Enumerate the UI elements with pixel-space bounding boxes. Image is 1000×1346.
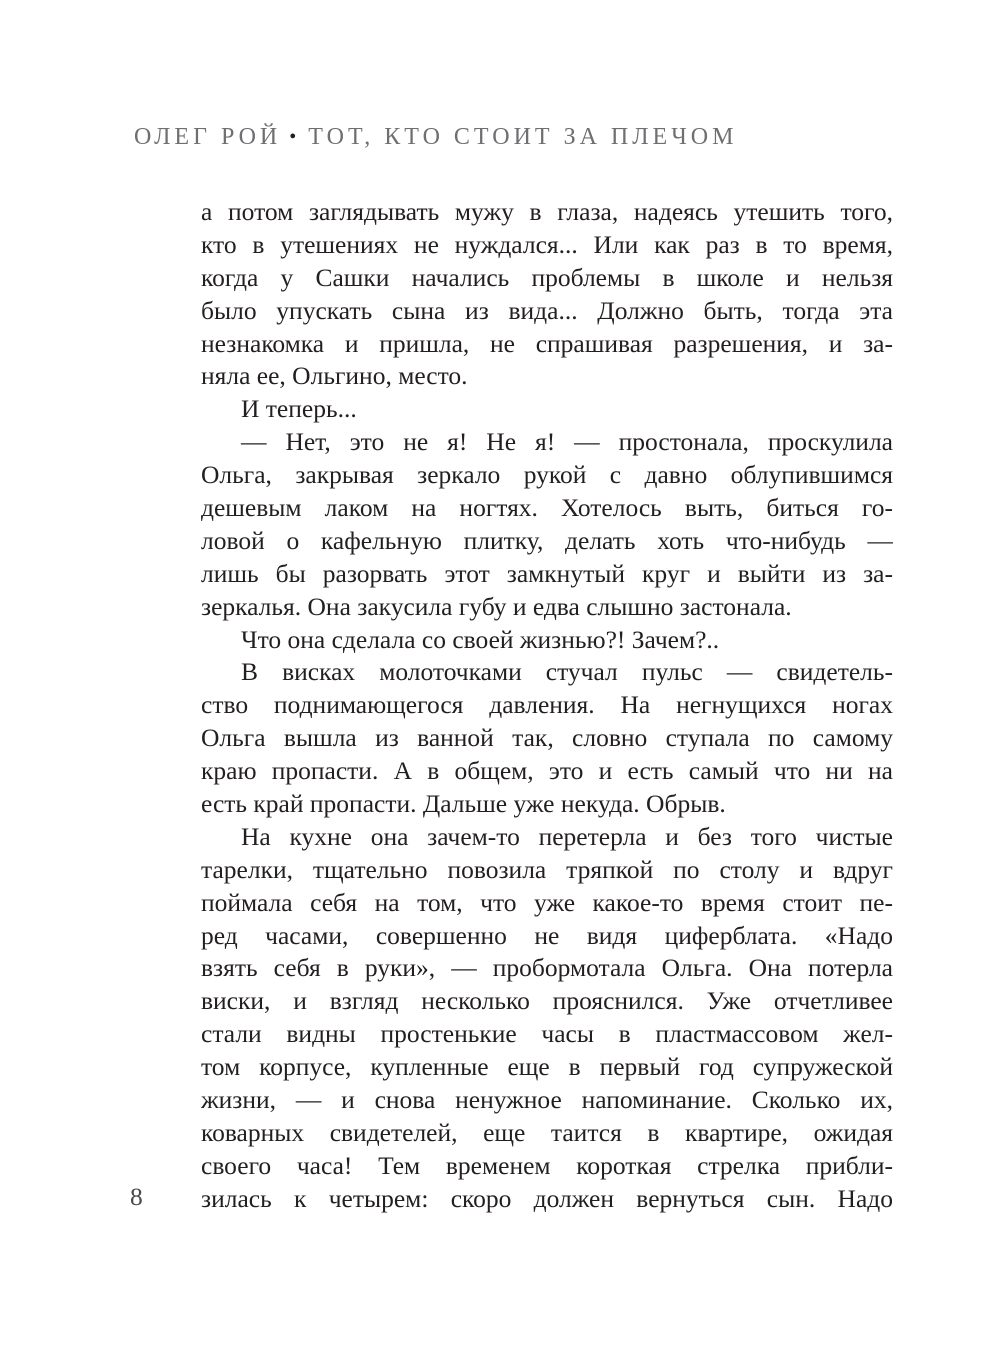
text-line: дешевым лаком на ногтях. Хотелось выть, биться го- [201, 493, 893, 523]
text-line: — Нет, это не я! Не я! — простонала, проскулила [241, 427, 893, 457]
text-line: том корпусе, купленные еще в первый год супружеской [201, 1052, 893, 1082]
header-author: ОЛЕГ РОЙ [134, 124, 282, 150]
text-line: когда у Сашки начались проблемы в школе и нельзя [201, 262, 893, 292]
text-line: взять себя в руки», — пробормотала Ольга. Она потерла [201, 953, 893, 983]
text-line: коварных свидетелей, еще таится в квартире, ожидая [201, 1117, 893, 1147]
text-line: зеркалья. Она закусила губу и едва слышно застонала. [201, 591, 792, 621]
text-line: лишь бы разорвать этот замкнутый круг и выйти из за- [201, 558, 893, 588]
text-line: кто в утешениях не нуждался... Или как раз в то время, [201, 229, 893, 259]
text-line: поймала себя на том, что уже какое-то время стоит пе- [201, 887, 893, 917]
text-line: ред часами, совершенно не видя циферблата. «Надо [201, 920, 893, 950]
header-book-title: ТОТ, КТО СТОИТ ЗА ПЛЕЧОМ [308, 124, 738, 150]
text-line: зилась к четырем: скоро должен вернуться сын. Надо [201, 1183, 893, 1213]
text-line: стали видны простенькие часы в пластмассовом жел- [201, 1019, 893, 1049]
text-line: краю пропасти. А в общем, это и есть самый что ни на [201, 756, 893, 786]
text-line: а потом заглядывать мужу в глаза, надеясь утешить того, [201, 197, 893, 226]
text-line: ловой о кафельную плитку, делать хоть что-нибудь — [201, 525, 893, 555]
text-line: Ольга, закрывая зеркало рукой с давно облупившимся [201, 460, 893, 490]
header-bullet-icon: • [289, 126, 297, 148]
text-line: Ольга вышла из ванной так, словно ступала по самому [201, 723, 893, 753]
text-line: И теперь... [241, 394, 357, 424]
text-line: есть край пропасти. Дальше уже некуда. Обрыв. [201, 789, 726, 819]
text-line: ство поднимающегося давления. На негнущихся ногах [201, 690, 893, 720]
text-line: На кухне она зачем-то перетерла и без того чистые [241, 821, 893, 851]
text-line: незнакомка и пришла, не спрашивая разрешения, и за- [201, 328, 893, 358]
text-line: виски, и взгляд несколько прояснился. Уже отчетливее [201, 986, 893, 1016]
text-line: тарелки, тщательно повозила тряпкой по столу и вдруг [201, 854, 893, 884]
running-header [134, 124, 894, 151]
text-line: В висках молоточками стучал пульс — свидетель- [241, 657, 893, 687]
text-line: было упускать сына из вида... Должно быть, тогда эта [201, 295, 893, 325]
body-text [201, 196, 893, 1216]
text-line: няла ее, Ольгино, место. [201, 361, 468, 391]
page-number: 8 [130, 1182, 143, 1211]
text-line: жизни, — и снова ненужное напоминание. Сколько их, [201, 1085, 893, 1115]
text-line: своего часа! Тем временем короткая стрелка прибли- [201, 1150, 893, 1180]
text-line: Что она сделала со своей жизнью?! Зачем?.. [241, 624, 720, 654]
